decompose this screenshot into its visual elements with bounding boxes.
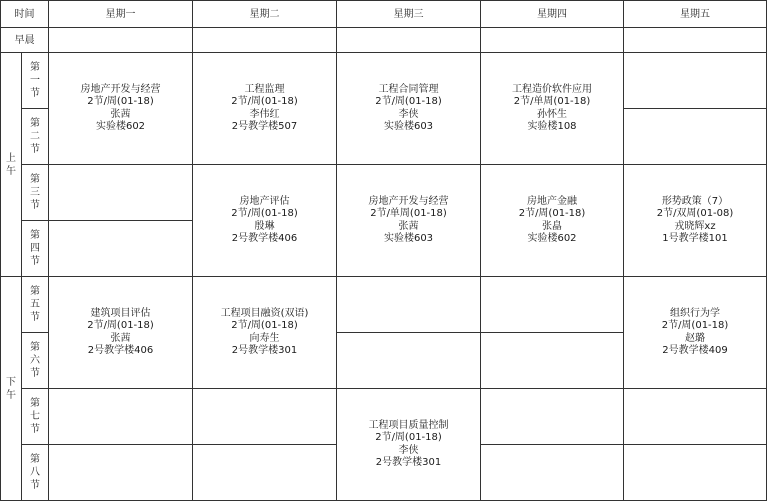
course-room: 2号教学楼507: [231, 121, 298, 132]
morning-cell-tue: [193, 28, 337, 53]
course-cell-wed-34[interactable]: [337, 165, 481, 277]
morning-row: [1, 28, 767, 53]
course-teacher: 戎晓辉xz: [674, 220, 716, 232]
course-teacher: 张茜: [110, 108, 131, 120]
course-hours: 2节/周(01-18): [518, 208, 586, 219]
slot-8: 第 八 节: [22, 445, 49, 501]
course-hours: 2节/单周(01-18): [513, 96, 591, 107]
morning-cell-thu: [481, 28, 624, 53]
course-teacher: 李侠: [398, 108, 419, 120]
header-time: 时间: [1, 1, 49, 28]
header-day-fri: 星期五: [624, 1, 767, 28]
slot-2: 第 二 节: [22, 109, 49, 165]
course-room: 1号教学楼101: [662, 233, 728, 244]
course-hours: 2节/周(01-18): [661, 320, 729, 331]
empty-cell-fri-8: [624, 445, 767, 501]
course-name: 组织行为学: [670, 307, 720, 319]
course-hours: 2节/周(01-18): [87, 96, 154, 107]
course-hours: 2节/周(01-18): [231, 320, 298, 331]
empty-cell-mon-3: [49, 165, 193, 221]
slot-4: 第 四 节: [22, 221, 49, 277]
empty-cell-fri-2: [624, 109, 767, 165]
course-hours: 2节/单周(01-18): [370, 208, 447, 219]
course-teacher: 张茜: [398, 220, 419, 232]
course-name: 房地产开发与经营: [80, 83, 161, 95]
period-row-7: [1, 389, 767, 445]
course-teacher: 张皛: [542, 220, 562, 232]
course-room: 实验楼108: [527, 121, 577, 132]
course-hours: 2节/周(01-18): [231, 96, 298, 107]
empty-cell-mon-4: [49, 221, 193, 277]
half-day-am: 上 午: [1, 53, 22, 277]
course-hours: 2节/周(01-18): [87, 320, 154, 331]
course-teacher: 赵璐: [685, 332, 705, 344]
empty-cell-thu-8: [481, 445, 624, 501]
course-teacher: 李侠: [398, 444, 419, 456]
course-teacher: 张茜: [110, 332, 131, 344]
empty-cell-mon-8: [49, 445, 193, 501]
morning-cell-wed: [337, 28, 481, 53]
course-name: 房地产评估: [239, 195, 290, 207]
header-day-tue: 星期二: [193, 1, 337, 28]
morning-cell-fri: [624, 28, 767, 53]
course-name: 建筑项目评估: [90, 307, 151, 319]
empty-cell-thu-5: [481, 277, 624, 333]
course-hours: 2节/周(01-18): [375, 432, 442, 443]
header-day-thu: 星期四: [481, 1, 624, 28]
course-name: 形势政策（7）: [661, 195, 729, 207]
empty-cell-wed-6: [337, 333, 481, 389]
course-room: 2号教学楼301: [375, 457, 442, 468]
course-teacher: 孙怀生: [537, 108, 567, 120]
course-name: 工程合同管理: [378, 83, 439, 95]
morning-label: 早晨: [1, 28, 49, 53]
course-hours: 2节/周(01-18): [375, 96, 442, 107]
slot-6: 第 六 节: [22, 333, 49, 389]
header-day-mon: 星期一: [49, 1, 193, 28]
course-room: 实验楼603: [383, 121, 434, 132]
course-name: 工程造价软件应用: [512, 83, 592, 95]
empty-cell-fri-7: [624, 389, 767, 445]
course-name: 房地产金融: [527, 195, 577, 207]
course-room: 实验楼603: [383, 233, 434, 244]
morning-cell-mon: [49, 28, 193, 53]
slot-7: 第 七 节: [22, 389, 49, 445]
course-cell-thu-34[interactable]: [481, 165, 624, 277]
course-hours: 2节/周(01-18): [231, 208, 298, 219]
course-room: 实验楼602: [95, 121, 146, 132]
empty-cell-mon-7: [49, 389, 193, 445]
header-day-wed: 星期三: [337, 1, 481, 28]
course-name: 工程项目融资(双语): [220, 307, 309, 319]
slot-5: 第 五 节: [22, 277, 49, 333]
course-teacher: 向寿生: [249, 332, 280, 344]
header-row: [1, 1, 767, 28]
course-cell-mon-12[interactable]: [49, 53, 193, 165]
course-room: 2号教学楼406: [231, 233, 298, 244]
course-name: 工程项目质量控制: [368, 419, 449, 431]
course-cell-fri-34[interactable]: [624, 165, 767, 277]
course-teacher: 殷琳: [254, 220, 275, 232]
course-cell-wed-12[interactable]: [337, 53, 481, 165]
slot-3: 第 三 节: [22, 165, 49, 221]
empty-cell-thu-6: [481, 333, 624, 389]
course-room: 2号教学楼301: [231, 345, 298, 356]
course-room: 2号教学楼406: [87, 345, 154, 356]
course-name: 工程监理: [244, 83, 285, 95]
period-row-5: [1, 277, 767, 333]
course-cell-wed-78[interactable]: [337, 389, 481, 501]
course-cell-tue-34[interactable]: [193, 165, 337, 277]
slot-1: 第 一 节: [22, 53, 49, 109]
empty-cell-thu-7: [481, 389, 624, 445]
course-cell-tue-12[interactable]: [193, 53, 337, 165]
period-row-1: [1, 53, 767, 109]
empty-cell-tue-7: [193, 389, 337, 445]
course-teacher: 李伟红: [249, 108, 280, 120]
half-day-pm: 下 午: [1, 277, 22, 501]
course-room: 2号教学楼409: [662, 345, 728, 356]
course-name: 房地产开发与经营: [368, 195, 449, 207]
period-row-3: [1, 165, 767, 221]
course-cell-fri-56[interactable]: [624, 277, 767, 389]
course-room: 实验楼602: [527, 233, 577, 244]
course-hours: 2节/双周(01-08): [656, 208, 734, 219]
course-cell-tue-56[interactable]: [193, 277, 337, 389]
empty-cell-tue-8: [193, 445, 337, 501]
course-cell-mon-56[interactable]: [49, 277, 193, 389]
empty-cell-fri-1: [624, 53, 767, 109]
empty-cell-wed-5: [337, 277, 481, 333]
course-cell-thu-12[interactable]: [481, 53, 624, 165]
